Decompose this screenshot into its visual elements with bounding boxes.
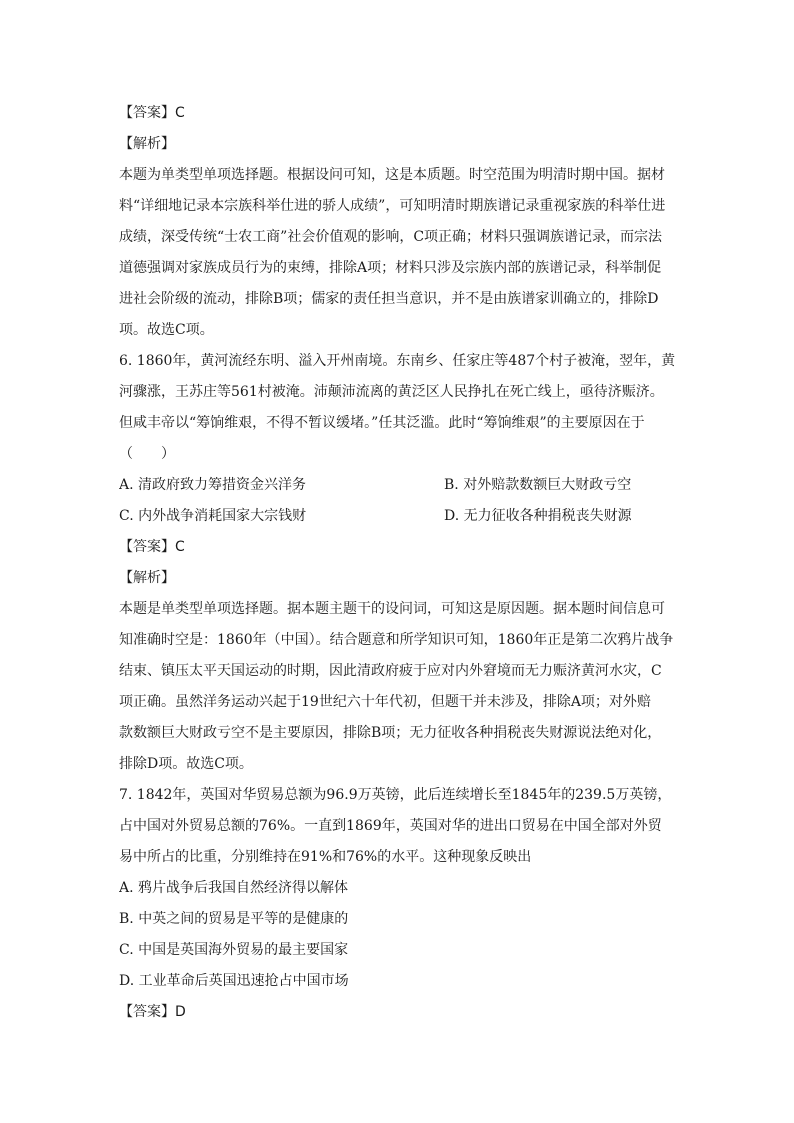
q7-option-c: C. 中国是英国海外贸易的最主要国家 — [119, 942, 349, 958]
q6-options-row-1 — [119, 470, 679, 501]
q7-option-b: B. 中英之间的贸易是平等的是健康的 — [119, 911, 349, 927]
q6-stem-line: 但咸丰帝以“筹饷维艰，不得不暂议缓堵。”任其泛滥。此时“筹饷维艰”的主要原因在于 — [119, 415, 645, 431]
q6-options-row-2 — [119, 501, 679, 532]
q5-answer: 【答案】C — [119, 105, 185, 121]
q7-stem-line: 占中国对外贸易总额的76%。一直到1869年，英国对华的进出口贸易在中国全部对外贸 — [119, 818, 662, 834]
q5-analysis-line: 本题为单类型单项选择题。根据设问可知，这是本质题。时空范围为明清时期中国。据材 — [119, 167, 665, 183]
q6-analysis-line: 项正确。虽然洋务运动兴起于19世纪六十年代初，但题干并未涉及，排除A项；对外赔 — [119, 694, 651, 710]
q6-answer: 【答案】C — [119, 539, 185, 555]
q7-option-a: A. 鸦片战争后我国自然经济得以解体 — [119, 880, 349, 896]
q6-analysis-line: 款数额巨大财政亏空不是主要原因，排除B项；无力征收各种捐税丧失财源说法绝对化， — [119, 725, 662, 741]
q6-analysis-line: 本题是单类型单项选择题。据本题主题干的设问词，可知这是原因题。据本题时间信息可 — [119, 601, 665, 617]
q5-analysis-line: 道德强调对家族成员行为的束缚，排除A项；材料只涉及宗族内部的族谱记录，科举制促 — [119, 260, 662, 276]
q6-analysis-heading: 【解析】 — [119, 570, 175, 586]
q6-option-a: A. 清政府致力筹措资金兴洋务 — [119, 477, 307, 493]
q6-stem-line: 河骤涨，王苏庄等561村被淹。沛颠沛流离的黄泛区人民挣扎在死亡线上，亟待济赈济。 — [119, 384, 664, 400]
q7-answer: 【答案】D — [119, 1004, 186, 1020]
q6-analysis-line: 结束、镇压太平天国运动的时期，因此清政府疲于应对内外窘境而无力赈济黄河水灾，C — [119, 663, 662, 679]
q5-analysis-line: 成绩，深受传统“士农工商”社会价值观的影响，C项正确；材料只强调族谱记录，而宗法 — [119, 229, 663, 245]
q7-stem-line: 易中所占的比重，分别维持在91%和76%的水平。这种现象反映出 — [119, 849, 532, 865]
q5-analysis-line: 料“详细地记录本宗族科举仕进的骄人成绩”，可知明清时期族谱记录重视家族的科举仕进 — [119, 198, 666, 214]
q7-option-d: D. 工业革命后英国迅速抢占中国市场 — [119, 973, 349, 989]
q6-option-d: D. 无力征收各种捐税丧失财源 — [444, 508, 632, 524]
q5-analysis-heading: 【解析】 — [119, 136, 175, 152]
q6-analysis-line: 排除D项。故选C项。 — [119, 756, 253, 772]
q6-answer-blank: （ ） — [119, 446, 175, 462]
q7-stem-line: 7. 1842年，英国对华贸易总额为96.9万英镑，此后连续增长至1845年的239.5万英镑， — [119, 787, 672, 803]
q6-option-c: C. 内外战争消耗国家大宗钱财 — [119, 508, 307, 524]
q6-stem-line: 6. 1860年，黄河流经东明、溢入开州南境。东南乡、任家庄等487个村子被淹，翌年，黄 — [119, 353, 676, 369]
q5-analysis-line: 项。故选C项。 — [119, 322, 214, 338]
q6-option-b: B. 对外赔款数额巨大财政亏空 — [444, 477, 632, 493]
q6-analysis-line: 知准确时空是：1860年（中国）。结合题意和所学知识可知，1860年正是第二次鸦片战争 — [119, 632, 674, 648]
q5-analysis-line: 进社会阶级的流动，排除B项；儒家的责任担当意识，并不是由族谱家训确立的，排除D — [119, 291, 659, 307]
document-page — [119, 98, 679, 1028]
